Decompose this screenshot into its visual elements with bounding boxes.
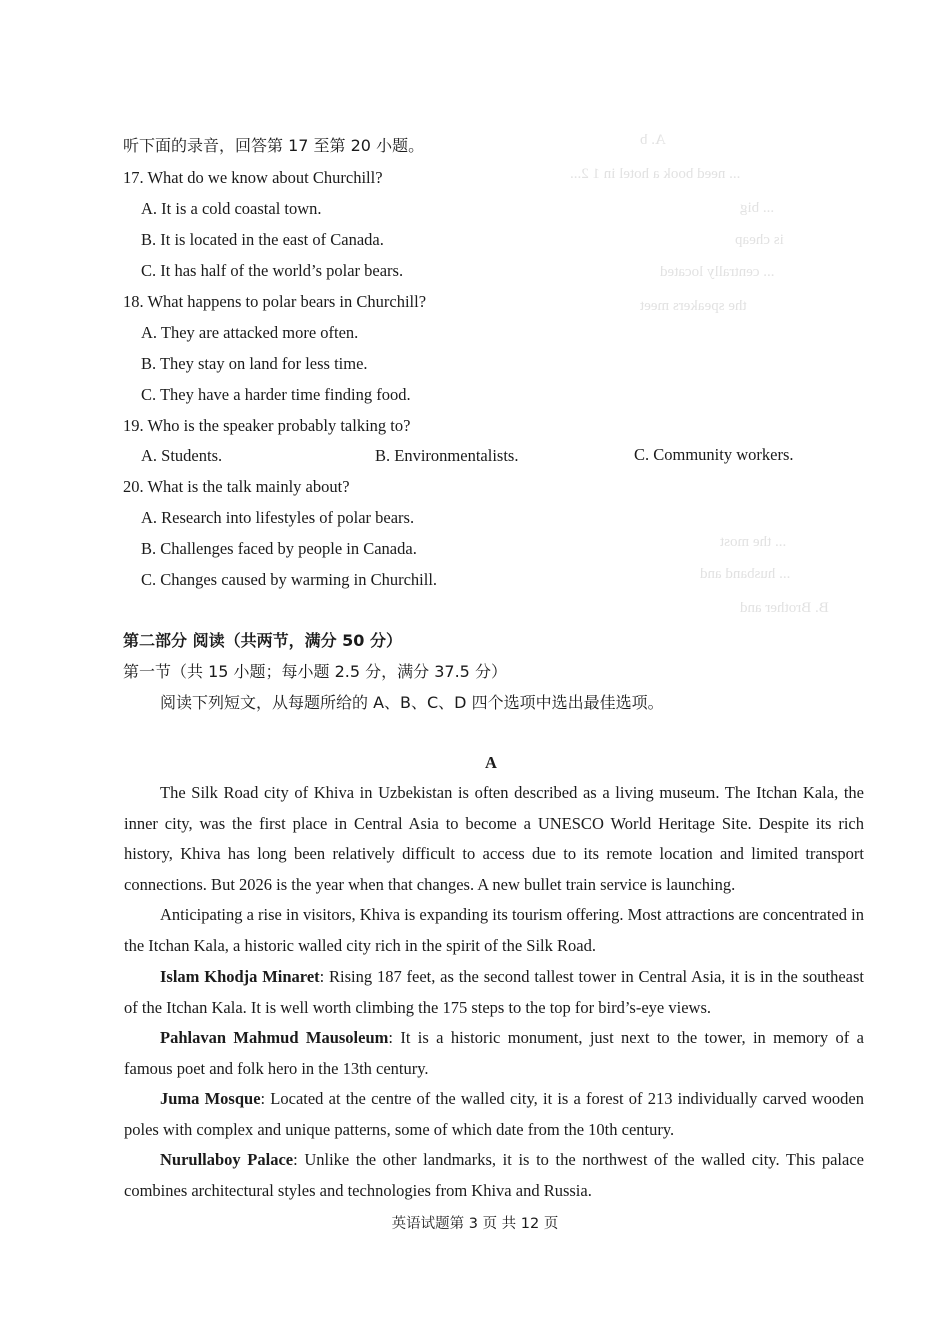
passage-paragraph-6 — [124, 1145, 864, 1206]
paragraph-text: : It is a historic monument, just next to the tower, in memory of a famous poet and folk hero in the 13th century. — [124, 1028, 864, 1078]
question-20-option-b: B. Challenges faced by people in Canada. — [141, 539, 417, 558]
question-20-option-a: A. Research into lifestyles of polar bears. — [141, 508, 415, 527]
question-19-option-b: B. Environmentalists. — [375, 446, 519, 465]
bleed-through-text: is cheap — [735, 232, 784, 248]
listening-instruction: 听下面的录音，回答第 17 至第 20 小题。 — [123, 136, 425, 155]
bleed-through-text: ... the most — [720, 534, 787, 550]
question-18-option-b: B. They stay on land for less time. — [141, 354, 368, 373]
bleed-through-text: the speakers meet — [640, 298, 747, 314]
question-17-option-b: B. It is located in the east of Canada. — [141, 230, 384, 249]
paragraph-text: : Unlike the other landmarks, it is to the northwest of the walled city. This palace combines architectural styles and technologies from Khiva and Russia. — [124, 1150, 864, 1200]
page-footer: 英语试题第 3 页 共 12 页 — [391, 1216, 559, 1232]
bleed-through-text: ... husband and — [700, 566, 791, 582]
passage-paragraph-3 — [124, 962, 864, 1023]
question-18-option-c: C. They have a harder time finding food. — [141, 385, 411, 404]
passage-paragraph-2 — [124, 900, 864, 961]
question-19-option-a: A. Students. — [141, 446, 223, 465]
paragraph-text: : Located at the centre of the walled city, it is a forest of 213 individually carved wooden poles with complex and unique patterns, some of which date from the 10th century. — [124, 1089, 864, 1139]
bleed-through-text: ... centrally located — [660, 264, 775, 280]
reading-instruction: 阅读下列短文，从每题所给的 A、B、C、D 四个选项中选出最佳选项。 — [160, 693, 664, 712]
paragraph-text: Anticipating a rise in visitors, Khiva is expanding its tourism offering. Most attractions are concentrated in the Itchan Kala, a historic walled city rich in the spirit of the Silk Road. — [124, 905, 864, 955]
landmark-name: Pahlavan Mahmud Mausoleum — [160, 1028, 389, 1047]
paragraph-text: : Rising 187 feet, as the second tallest tower in Central Asia, it is in the southeast of the Itchan Kala. It is well worth climbing the 175 steps to the top for bird’s-eye views. — [124, 967, 865, 1017]
landmark-name: Islam Khodja Minaret — [160, 967, 320, 986]
question-18-option-a: A. They are attacked more often. — [141, 323, 359, 342]
passage-paragraph-1 — [124, 778, 864, 900]
landmark-name: Juma Mosque — [160, 1089, 261, 1108]
question-19-option-c: C. Community workers. — [634, 445, 794, 464]
question-17-option-a: A. It is a cold coastal town. — [141, 199, 322, 218]
bleed-through-text: ... need book a hotel in 1 2... — [570, 166, 741, 182]
reading-section-title: 第一节（共 15 小题；每小题 2.5 分，满分 37.5 分） — [123, 662, 507, 681]
bleed-through-text: A. b — [640, 132, 666, 148]
question-20-stem: 20. What is the talk mainly about? — [123, 477, 350, 496]
passage-paragraph-4 — [124, 1023, 864, 1084]
bleed-through-text: ... big — [740, 200, 775, 216]
question-20-option-c: C. Changes caused by warming in Churchill. — [141, 570, 438, 589]
landmark-name: Nurullaboy Palace — [160, 1150, 294, 1169]
passage-label: A — [485, 753, 497, 772]
bleed-through-text: B. Brother and — [740, 600, 829, 616]
passage-paragraph-5 — [124, 1084, 864, 1145]
question-19-stem: 19. Who is the speaker probably talking to? — [123, 416, 411, 435]
reading-part-title: 第二部分 阅读（共两节，满分 50 分） — [123, 631, 402, 650]
question-17-option-c: C. It has half of the world’s polar bears. — [141, 261, 404, 280]
paragraph-text: The Silk Road city of Khiva in Uzbekistan is often described as a living museum. The Itchan Kala, the inner city, was the first place in Central Asia to become a UNESCO World Heritage Site. Despite its rich history, Khiva has long been relatively difficult to access due to its remote location and limited transport connections. But 2026 is the year when that changes. A new bullet train service is launching. — [124, 783, 864, 894]
question-17-stem: 17. What do we know about Churchill? — [123, 168, 383, 187]
question-18-stem: 18. What happens to polar bears in Churchill? — [123, 292, 427, 311]
